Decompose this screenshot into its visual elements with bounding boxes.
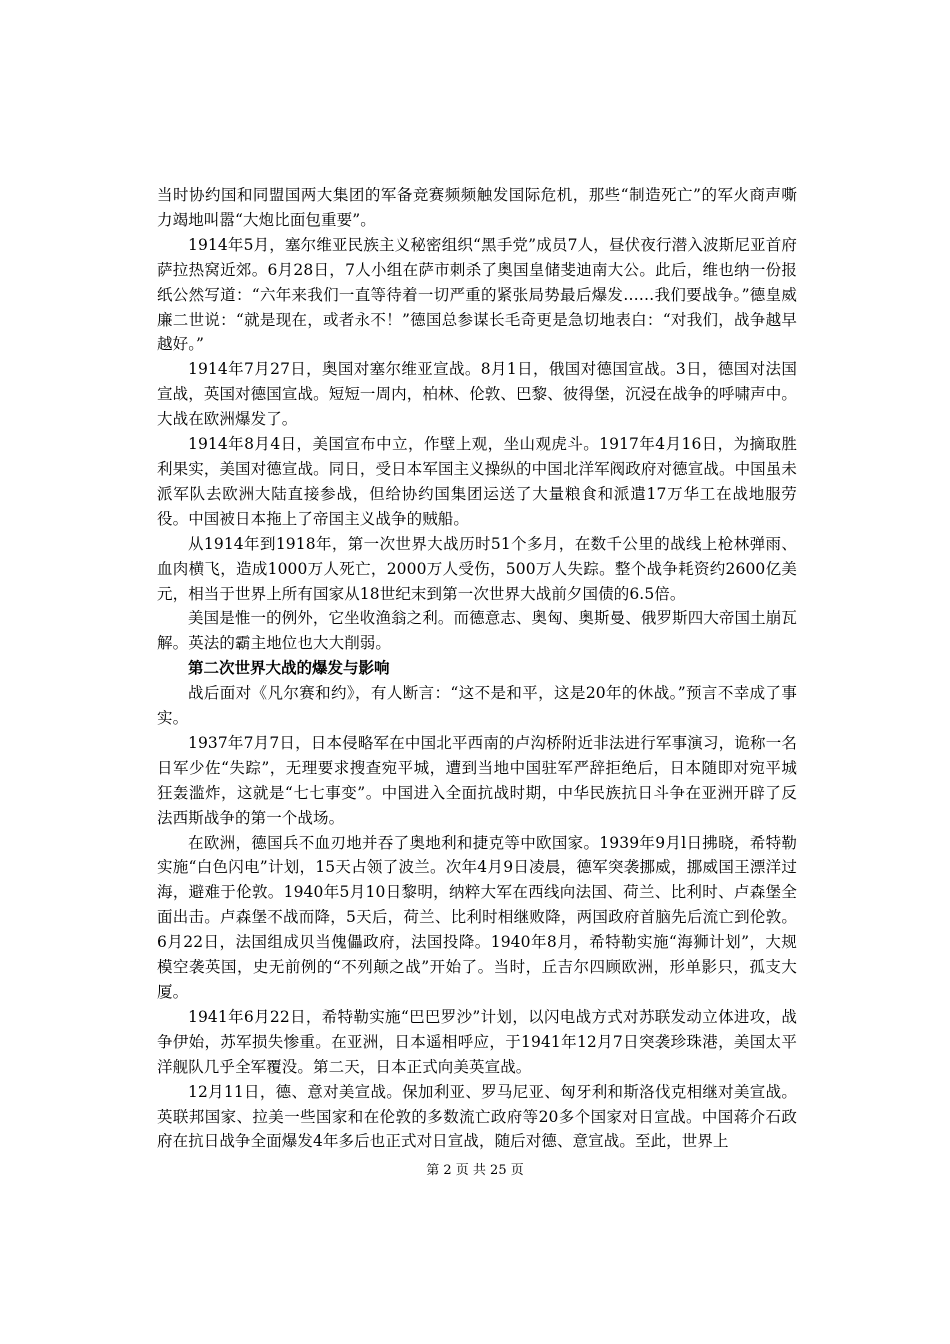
paragraph-8: 1937年7月7日，日本侵略军在中国北平西南的卢沟桥附近非法进行军事演习，诡称一名日军少佐“失踪”，无理要求搜查宛平城，遭到当地中国驻军严辞拒绝后，日本随即对宛平城狂轰滥炸，这就是“七七事变”。中国进入全面抗战时期，中华民族抗日斗争在亚洲开辟了反法西斯战争的第一个战场。 [157, 733, 797, 827]
section-heading: 第二次世界大战的爆发与影响 [188, 658, 390, 678]
paragraph-3: 1914年7月27日，奥国对塞尔维亚宣战。8月1日，俄国对德国宣战。3日，德国对法国宣战，英国对德国宣战。短短一周内，柏林、伦敦、巴黎、彼得堡，沉浸在战争的呼啸声中。大战在欧洲爆发了。 [157, 360, 797, 429]
document-page [157, 183, 797, 1154]
paragraph-1: 当时协约国和同盟国两大集团的军备竞赛频频触发国际危机，那些“制造死亡”的军火商声嘶力竭地叫嚣“大炮比面包重要”。 [157, 186, 797, 229]
paragraph-5: 从1914年到1918年，第一次世界大战历时51个多月，在数千公里的战线上枪林弹雨、血肉横飞，造成1000万人死亡，2000万人受伤，500万人失踪。整个战争耗资约2600亿美元，相当于世界上所有国家从18世纪末到第一次世界大战前夕国债的6.5倍。 [157, 534, 797, 603]
paragraph-9: 在欧洲，德国兵不血刃地并吞了奥地利和捷克等中欧国家。1939年9月l日拂晓，希特勒实施“白色闪电”计划，15天占领了波兰。次年4月9日凌晨，德军突袭挪威，挪威国王漂洋过海，避难于伦敦。1940年5月10日黎明，纳粹大军在西线向法国、荷兰、比利时、卢森堡全面出击。卢森堡不战而降，5天后，荷兰、比利时相继败降，两国政府首脑先后流亡到伦敦。6月22日，法国组成贝当傀儡政府，法国投降。1940年8月，希特勒实施“海狮计划”，大规模空袭英国，史无前例的“不列颠之战”开始了。当时，丘吉尔四顾欧洲，形单影只，孤支大厦。 [157, 833, 797, 1001]
paragraph-2: 1914年5月，塞尔维亚民族主义秘密组织“黑手党”成员7人，昼伏夜行潜入波斯尼亚首府萨拉热窝近郊。6月28日，7人小组在萨市刺杀了奥国皇储斐迪南大公。此后，维也纳一份报纸公然写道：“六年来我们一直等待着一切严重的紧张局势最后爆发……我们要战争。”德皇威廉二世说：“就是现在，或者永不！”德国总参谋长毛奇更是急切地表白：“对我们，战争越早越好。” [157, 235, 797, 354]
paragraph-6: 美国是惟一的例外，它坐收渔翁之利。而德意志、奥匈、奥斯曼、俄罗斯四大帝国土崩瓦解。英法的霸主地位也大大削弱。 [157, 609, 797, 653]
paragraph-7: 战后面对《凡尔赛和约》，有人断言：“这不是和平，这是20年的休战。”预言不幸成了事实。 [157, 684, 797, 728]
paragraph-11: 12月11日，德、意对美宣战。保加利亚、罗马尼亚、匈牙利和斯洛伐克相继对美宣战。英联邦国家、拉美一些国家和在伦敦的多数流亡政府等20多个国家对日宣战。中国蒋介石政府在抗日战争全面爆发4年多后也正式对日宣战，随后对德、意宣战。至此，世界上 [157, 1082, 797, 1151]
paragraph-10: 1941年6月22日，希特勒实施“巴巴罗沙”计划，以闪电战方式对苏联发动立体进攻，战争伊始，苏军损失惨重。在亚洲，日本遥相呼应，于1941年12月7日突袭珍珠港，美国太平洋舰队几乎全军覆没。第二天，日本正式向美英宣战。 [157, 1007, 797, 1076]
page-footer: 第 2 页 共 25 页 [426, 1163, 524, 1178]
paragraph-4: 1914年8月4日，美国宣布中立，作壁上观，坐山观虎斗。1917年4月16日，为摘取胜利果实，美国对德宣战。同日，受日本军国主义操纵的中国北洋军阀政府对德宣战。中国虽未派军队去欧洲大陆直接参战，但给协约国集团运送了大量粮食和派遣17万华工在战地服劳役。中国被日本拖上了帝国主义战争的贼船。 [157, 435, 797, 528]
